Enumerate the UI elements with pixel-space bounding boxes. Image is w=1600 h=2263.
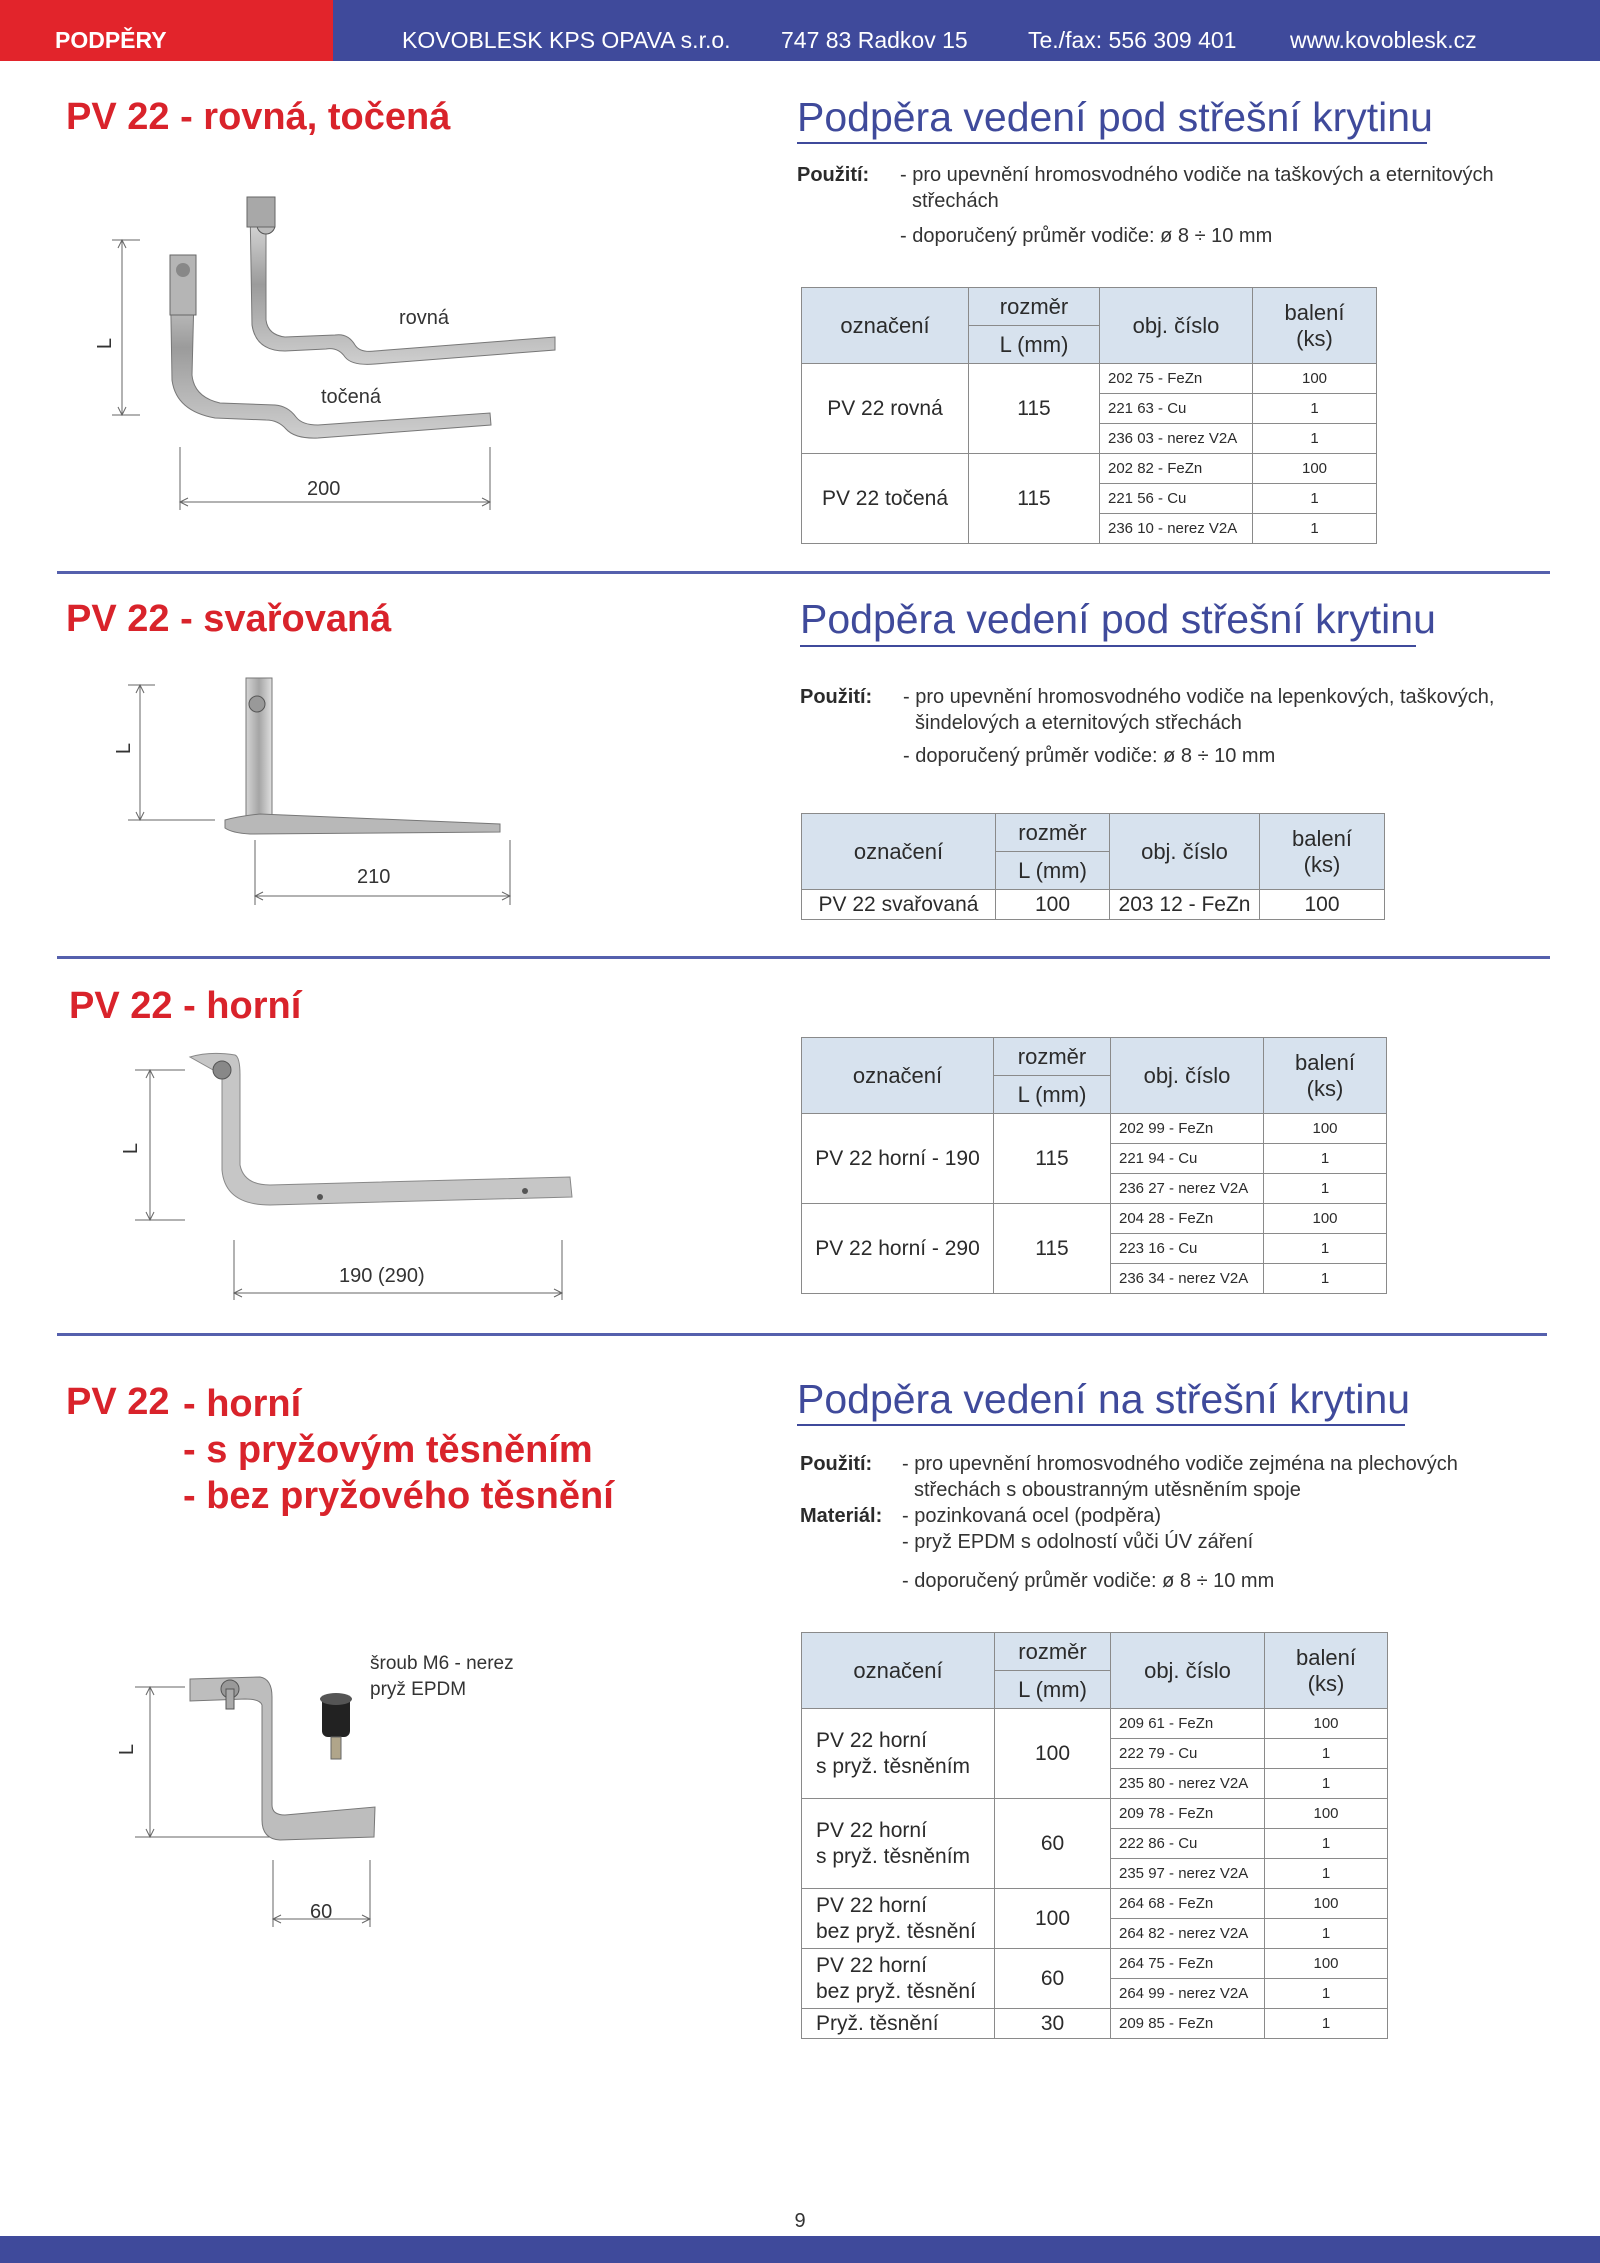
package-cell: 100 — [1265, 1799, 1388, 1829]
order-number-cell: 236 27 - nerez V2A — [1111, 1174, 1264, 1204]
package-cell: 100 — [1265, 1889, 1388, 1919]
order-number-cell: 264 68 - FeZn — [1111, 1889, 1265, 1919]
order-number-cell: 209 85 - FeZn — [1111, 2009, 1265, 2039]
length-cell: 115 — [994, 1114, 1111, 1204]
product-title-line: - horní — [183, 1383, 302, 1425]
length-cell: 115 — [994, 1204, 1111, 1294]
product-title-svarovana: PV 22 - svařovaná — [66, 598, 392, 640]
dimension-width-label: 190 (290) — [339, 1265, 425, 1287]
order-number-cell: 209 78 - FeZn — [1111, 1799, 1265, 1829]
footer-bar — [0, 2236, 1600, 2263]
use-label: Použití: — [797, 164, 870, 186]
col-header-obj: obj. číslo — [1111, 1038, 1264, 1114]
product-title-prefix: PV 22 — [66, 1381, 170, 1423]
col-header-obj: obj. číslo — [1111, 1633, 1265, 1709]
section-divider — [57, 956, 1550, 959]
package-cell: 1 — [1264, 1174, 1387, 1204]
length-cell: 30 — [995, 2009, 1111, 2039]
section-heading: Podpěra vedení na střešní krytinu — [797, 1376, 1411, 1422]
product-name-cell: PV 22 rovná — [802, 364, 969, 454]
package-cell: 1 — [1265, 1769, 1388, 1799]
package-cell: 1 — [1253, 484, 1377, 514]
package-cell: 1 — [1265, 1979, 1388, 2009]
table-row — [802, 1204, 1387, 1234]
product-name-cell: PV 22 horní - 290 — [802, 1204, 994, 1294]
page-number: 9 — [794, 2210, 806, 2232]
heading-underline — [800, 645, 1416, 647]
length-cell: 100 — [995, 1709, 1111, 1799]
package-cell: 1 — [1265, 2009, 1388, 2039]
order-number-cell: 202 99 - FeZn — [1111, 1114, 1264, 1144]
order-number-cell: 264 99 - nerez V2A — [1111, 1979, 1265, 2009]
length-cell: 100 — [996, 890, 1110, 920]
use-text-line: - pro upevnění hromosvodného vodiče na lepenkových, taškových, — [903, 686, 1495, 708]
col-header-rozmer: rozměr — [994, 1038, 1111, 1076]
package-cell: 100 — [1264, 1114, 1387, 1144]
use-label: Použití: — [800, 686, 873, 708]
package-cell: 100 — [1265, 1949, 1388, 1979]
product-name-cell: PV 22 točená — [802, 454, 969, 544]
order-number-cell: 264 75 - FeZn — [1111, 1949, 1265, 1979]
use-text-line: šindelových a eternitových střechách — [915, 712, 1242, 734]
length-cell: 60 — [995, 1949, 1111, 2009]
col-header-l: L (mm) — [995, 1671, 1111, 1709]
order-number-cell: 203 12 - FeZn — [1110, 890, 1260, 920]
product-title-horni: PV 22 - horní — [69, 985, 302, 1027]
order-number-cell: 222 79 - Cu — [1111, 1739, 1265, 1769]
use-text-line: střechách s oboustranným utěsněním spoje — [914, 1479, 1301, 1501]
package-cell: 1 — [1265, 1739, 1388, 1769]
spec-table-svarovana — [801, 813, 1385, 920]
order-number-cell: 209 61 - FeZn — [1111, 1709, 1265, 1739]
col-header-l: L (mm) — [969, 326, 1100, 364]
section-title: PODPĚRY — [55, 27, 167, 53]
support-drawing-rovna-tocena — [90, 185, 570, 515]
col-header-baleni: balení (ks) — [1260, 814, 1385, 890]
dimension-l-label: L — [113, 742, 136, 755]
company-phone: Te./fax: 556 309 401 — [1028, 27, 1237, 53]
diameter-text: - doporučený průměr vodiče: ø 8 ÷ 10 mm — [900, 225, 1273, 247]
package-cell: 1 — [1265, 1829, 1388, 1859]
package-cell: 100 — [1264, 1204, 1387, 1234]
page-header — [0, 0, 1600, 61]
col-header-baleni: balení (ks) — [1253, 288, 1377, 364]
dimension-l-label: L — [120, 1142, 143, 1155]
table-row — [802, 1949, 1388, 1979]
package-cell: 100 — [1253, 364, 1377, 394]
product-title-rovna-tocena: PV 22 - rovná, točená — [66, 96, 451, 138]
product-name-cell: PV 22 svařovaná — [802, 890, 996, 920]
material-text-line: - pozinkovaná ocel (podpěra) — [902, 1505, 1162, 1527]
order-number-cell: 235 80 - nerez V2A — [1111, 1769, 1265, 1799]
use-label: Použití: — [800, 1453, 873, 1475]
package-cell: 1 — [1265, 1919, 1388, 1949]
table-row — [802, 2009, 1388, 2039]
section-heading: Podpěra vedení pod střešní krytinu — [800, 596, 1436, 642]
table-row — [802, 1709, 1388, 1739]
table-row — [802, 1799, 1388, 1829]
section-divider — [57, 1333, 1547, 1336]
diameter-text: - doporučený průměr vodiče: ø 8 ÷ 10 mm — [902, 1570, 1275, 1592]
table-row — [802, 364, 1377, 394]
package-cell: 100 — [1260, 890, 1385, 920]
col-header-obj: obj. číslo — [1100, 288, 1253, 364]
order-number-cell: 202 82 - FeZn — [1100, 454, 1253, 484]
order-number-cell: 222 86 - Cu — [1111, 1829, 1265, 1859]
heading-underline — [797, 1424, 1405, 1426]
variant-label-rovna: rovná — [399, 307, 450, 329]
order-number-cell: 221 63 - Cu — [1100, 394, 1253, 424]
product-name-cell: PV 22 horní s pryž. těsněním — [802, 1799, 995, 1889]
order-number-cell: 235 97 - nerez V2A — [1111, 1859, 1265, 1889]
col-header-rozmer: rozměr — [969, 288, 1100, 326]
dimension-width-label: 60 — [310, 1901, 333, 1923]
order-number-cell: 264 82 - nerez V2A — [1111, 1919, 1265, 1949]
order-number-cell: 236 03 - nerez V2A — [1100, 424, 1253, 454]
table-row — [802, 1889, 1388, 1919]
col-header-l: L (mm) — [996, 852, 1110, 890]
dimension-l-label: L — [94, 337, 117, 350]
package-cell: 1 — [1264, 1144, 1387, 1174]
col-header-baleni: balení (ks) — [1265, 1633, 1388, 1709]
diameter-text: - doporučený průměr vodiče: ø 8 ÷ 10 mm — [903, 745, 1276, 767]
length-cell: 100 — [995, 1889, 1111, 1949]
col-header-baleni: balení (ks) — [1264, 1038, 1387, 1114]
package-cell: 1 — [1253, 394, 1377, 424]
spec-table-horni-tesneni — [801, 1632, 1388, 2039]
rubber-note: pryž EPDM — [370, 1679, 467, 1700]
order-number-cell: 221 56 - Cu — [1100, 484, 1253, 514]
product-name-cell: PV 22 horní - 190 — [802, 1114, 994, 1204]
use-text-line: - pro upevnění hromosvodného vodiče na taškových a eternitových — [900, 164, 1494, 186]
col-header-oznaceni: označení — [802, 1038, 994, 1114]
table-row — [802, 890, 1385, 920]
material-label: Materiál: — [800, 1505, 883, 1527]
length-cell: 60 — [995, 1799, 1111, 1889]
variant-label-tocena: točená — [321, 386, 382, 408]
support-drawing-svarovana — [100, 670, 520, 910]
spec-table-horni — [801, 1037, 1387, 1294]
length-cell: 115 — [969, 364, 1100, 454]
dimension-l-label: L — [116, 1743, 139, 1756]
screw-note: šroub M6 - nerez — [370, 1653, 514, 1674]
package-cell: 1 — [1265, 1859, 1388, 1889]
product-name-cell: Pryž. těsnění — [802, 2009, 995, 2039]
spec-table-rovna-tocena — [801, 287, 1377, 544]
col-header-oznaceni: označení — [802, 1633, 995, 1709]
package-cell: 1 — [1253, 514, 1377, 544]
package-cell: 100 — [1253, 454, 1377, 484]
heading-underline — [797, 142, 1427, 144]
package-cell: 100 — [1265, 1709, 1388, 1739]
order-number-cell: 223 16 - Cu — [1111, 1234, 1264, 1264]
product-name-cell: PV 22 horní s pryž. těsněním — [802, 1709, 995, 1799]
order-number-cell: 204 28 - FeZn — [1111, 1204, 1264, 1234]
support-drawing-horni-tesneni — [110, 1665, 410, 1930]
package-cell: 1 — [1264, 1264, 1387, 1294]
table-row — [802, 454, 1377, 484]
col-header-rozmer: rozměr — [996, 814, 1110, 852]
order-number-cell: 236 10 - nerez V2A — [1100, 514, 1253, 544]
package-cell: 1 — [1264, 1234, 1387, 1264]
product-name-cell: PV 22 horní bez pryž. těsnění — [802, 1889, 995, 1949]
order-number-cell: 221 94 - Cu — [1111, 1144, 1264, 1174]
col-header-oznaceni: označení — [802, 288, 969, 364]
company-name: KOVOBLESK KPS OPAVA s.r.o. — [402, 27, 731, 53]
product-title-line: - s pryžovým těsněním — [183, 1429, 593, 1471]
section-heading: Podpěra vedení pod střešní krytinu — [797, 94, 1433, 140]
col-header-obj: obj. číslo — [1110, 814, 1260, 890]
section-divider — [57, 571, 1550, 574]
package-cell: 1 — [1253, 424, 1377, 454]
col-header-rozmer: rozměr — [995, 1633, 1111, 1671]
length-cell: 115 — [969, 454, 1100, 544]
product-name-cell: PV 22 horní bez pryž. těsnění — [802, 1949, 995, 2009]
col-header-oznaceni: označení — [802, 814, 996, 890]
dimension-width-label: 210 — [357, 866, 391, 888]
product-title-line: - bez pryžového těsnění — [183, 1475, 614, 1517]
material-text-line: - pryž EPDM s odolností vůči ÚV záření — [902, 1531, 1254, 1553]
order-number-cell: 202 75 - FeZn — [1100, 364, 1253, 394]
col-header-l: L (mm) — [994, 1076, 1111, 1114]
order-number-cell: 236 34 - nerez V2A — [1111, 1264, 1264, 1294]
dimension-width-label: 200 — [307, 478, 341, 500]
table-row — [802, 1114, 1387, 1144]
use-text-line: střechách — [912, 190, 999, 212]
use-text-line: - pro upevnění hromosvodného vodiče zejména na plechových — [902, 1453, 1458, 1475]
company-website[interactable]: www.kovoblesk.cz — [1290, 27, 1477, 53]
company-address: 747 83 Radkov 15 — [781, 27, 968, 53]
